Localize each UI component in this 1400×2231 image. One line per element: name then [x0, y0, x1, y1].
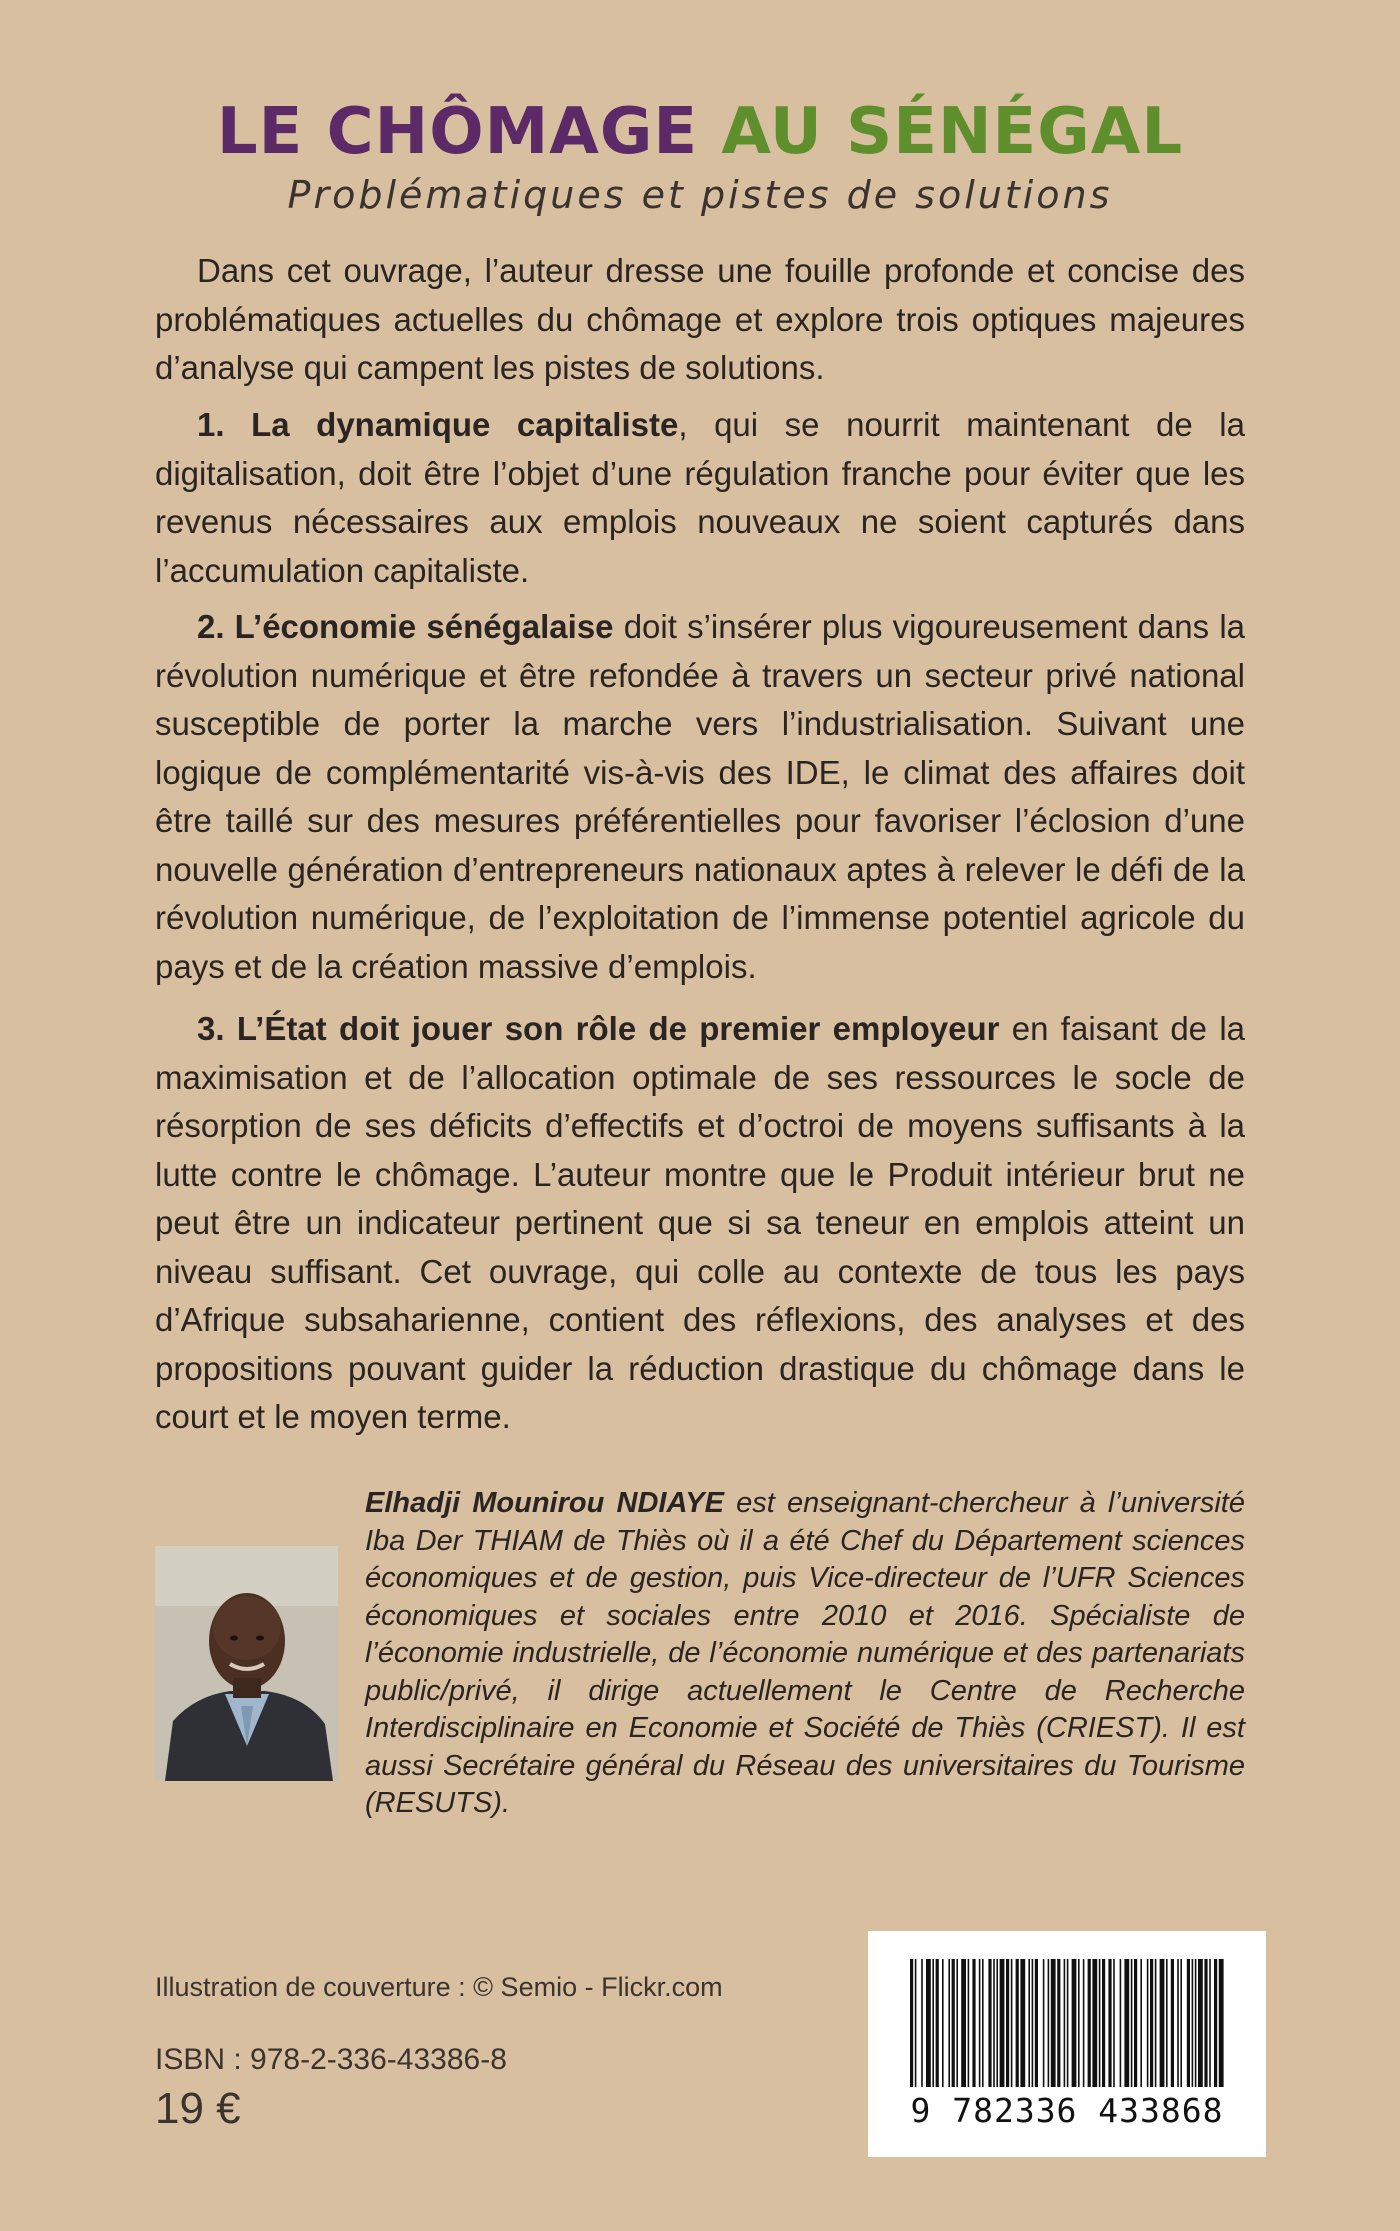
- barcode-bar: [921, 1959, 923, 2087]
- author-bio: [365, 1485, 1245, 1823]
- barcode-bar: [1177, 1959, 1179, 2087]
- barcode-bar: [1108, 1959, 1111, 2087]
- barcode-bar: [1131, 1959, 1133, 2087]
- barcode-bar: [1051, 1959, 1056, 2087]
- barcode-bar: [996, 1959, 998, 2087]
- barcode-bar: [956, 1959, 958, 2087]
- barcode-bar: [961, 1959, 966, 2087]
- barcode-bar: [1020, 1959, 1025, 2087]
- barcode-bar: [1113, 1959, 1115, 2087]
- barcode-bar: [932, 1959, 934, 2087]
- author-photo: [155, 1546, 338, 1781]
- book-title: [0, 92, 1400, 172]
- isbn: ISBN : 978-2-336-43386-8: [155, 2043, 507, 2076]
- barcode-bar: [1088, 1959, 1091, 2087]
- barcode-bar: [1057, 1959, 1060, 2087]
- barcode-bar: [1124, 1959, 1129, 2087]
- barcode-bar: [1078, 1959, 1080, 2087]
- barcode-bar: [948, 1959, 950, 2087]
- barcode-bar: [1048, 1959, 1050, 2087]
- barcode-bar: [1032, 1959, 1034, 2087]
- barcode-bar: [1198, 1959, 1203, 2087]
- barcode: [868, 1931, 1266, 2157]
- barcode-bar: [936, 1959, 939, 2087]
- point-1-text: , qui se nourrit maintenant de la digitalisation, doit être l’objet d’une régulation franche pour éviter que les revenus nécessaires aux emplois nouveaux ne soient capturés dans l’accumulation capitaliste.: [155, 406, 1245, 589]
- book-subtitle: Problématiques et pistes de solutions: [287, 173, 1113, 217]
- barcode-bar: [1043, 1959, 1045, 2087]
- point-2-text: doit s’insérer plus vigoureusement dans la révolution numérique et être refondée à travers un secteur privé national susceptible de porter la marche vers l’industrialisation. Suivant une logique de complémentarité vis-à-vis des IDE, le climat des affaires doit être taillé sur des mesures préférentielles pour favoriser l’éclosion d’une nouvelle génération d’entrepreneurs nationaux aptes à relever le défi de la révolution numérique, de l’exploitation de l’immense potentiel agricole du pays et de la création massive d’emplois.: [155, 608, 1245, 985]
- point-1-paragraph: [155, 401, 1245, 595]
- title-part-senegal: AU SÉNÉGAL: [721, 95, 1184, 169]
- barcode-bar: [982, 1959, 984, 2087]
- barcode-bar: [1099, 1959, 1101, 2087]
- barcode-bar: [1192, 1959, 1194, 2087]
- barcode-bar: [979, 1959, 981, 2087]
- barcode-bar: [1035, 1959, 1038, 2087]
- barcode-bar: [1134, 1959, 1137, 2087]
- barcode-bar: [1160, 1959, 1165, 2087]
- barcode-bar: [1187, 1959, 1190, 2087]
- author-portrait-illustration: [155, 1546, 338, 1781]
- barcode-bar: [1120, 1959, 1122, 2087]
- barcode-bar: [1092, 1959, 1097, 2087]
- barcode-bar: [1166, 1959, 1168, 2087]
- barcode-bar: [1204, 1959, 1207, 2087]
- barcode-bar: [1180, 1959, 1182, 2087]
- barcode-bar: [1028, 1959, 1030, 2087]
- title-part-chomage: LE CHÔMAGE: [216, 95, 699, 169]
- barcode-bar: [1219, 1959, 1224, 2087]
- barcode-bar: [993, 1959, 995, 2087]
- barcode-bar: [1006, 1959, 1009, 2087]
- barcode-bar: [1140, 1959, 1142, 2087]
- intro-text: Dans cet ouvrage, l’auteur dresse une fouille profonde et concise des problématiques actuelles du chômage et explore trois optiques majeures d’analyse qui campent les pistes de solutions.: [155, 252, 1245, 386]
- barcode-bar: [1155, 1959, 1157, 2087]
- point-3-heading: 3. L’État doit jouer son rôle de premier employeur: [197, 1010, 1000, 1047]
- barcode-bar: [952, 1959, 955, 2087]
- barcode-bar: [988, 1959, 991, 2087]
- barcode-bar: [1102, 1959, 1105, 2087]
- barcode-bar: [972, 1959, 975, 2087]
- barcode-bar: [1171, 1959, 1174, 2087]
- barcode-bar: [1209, 1959, 1211, 2087]
- barcode-bar: [926, 1959, 931, 2087]
- price: 19 €: [155, 2084, 241, 2133]
- barcode-bar: [1072, 1959, 1077, 2087]
- barcode-number: 9 782336 433868: [910, 2091, 1224, 2130]
- author-bio-text: est enseignant-chercheur à l’université Iba Der THIAM de Thiès où il a été Chef du Département sciences économiques et de gestion, puis Vice-directeur de l’UFR Sciences économiques et sociales entre 2010 et 2016. Spécialiste de l’économie industrielle, de l’économie numérique et des partenariats public/privé, il dirige actuellement le Centre de Recherche Interdisciplinaire en Economie et Société de Thiès (CRIEST). Il est aussi Secrétaire général du Réseau des universitaires du Tourisme (RESUTS).: [365, 1487, 1245, 1819]
- point-3-paragraph: [155, 1005, 1245, 1442]
- barcode-bar: [1011, 1959, 1013, 2087]
- barcode-bar: [1214, 1959, 1217, 2087]
- point-3-text: en faisant de la maximisation et de l’allocation optimale de ses ressources le socle de résorption de ses déficits d’effectifs et d’octroi de moyens suffisants à la lutte contre le chômage. L’auteur montre que le Produit intérieur brut ne peut être un indicateur pertinent que si sa teneur en emplois atteint un niveau suffisant. Cet ouvrage, qui colle au contexte de tous les pays d’Afrique subsaharienne, contient des réflexions, des analyses et des propositions pouvant guider la réduction drastique du chômage dans le court et le moyen terme.: [155, 1010, 1246, 1435]
- point-2-heading: 2. L’économie sénégalaise: [197, 608, 614, 645]
- barcode-bar: [1195, 1959, 1197, 2087]
- barcode-bar: [1150, 1959, 1153, 2087]
- barcode-bar: [1147, 1959, 1149, 2087]
- point-2-paragraph: [155, 603, 1245, 991]
- barcode-bar: [1000, 1959, 1005, 2087]
- barcode-bar: [942, 1959, 944, 2087]
- intro-paragraph: [155, 247, 1245, 393]
- barcode-bar: [910, 1959, 913, 2087]
- barcode-bar: [1083, 1959, 1085, 2087]
- barcode-bar: [915, 1959, 917, 2087]
- barcode-bar: [1016, 1959, 1019, 2087]
- barcode-bar: [1064, 1959, 1066, 2087]
- point-1-heading: 1. La dynamique capitaliste: [197, 406, 679, 443]
- cover-illustration-credit: Illustration de couverture : © Semio - Flickr.com: [155, 1972, 723, 2002]
- author-name: Elhadji Mounirou NDIAYE: [365, 1487, 724, 1519]
- barcode-bar: [1067, 1959, 1069, 2087]
- barcode-bar: [968, 1959, 970, 2087]
